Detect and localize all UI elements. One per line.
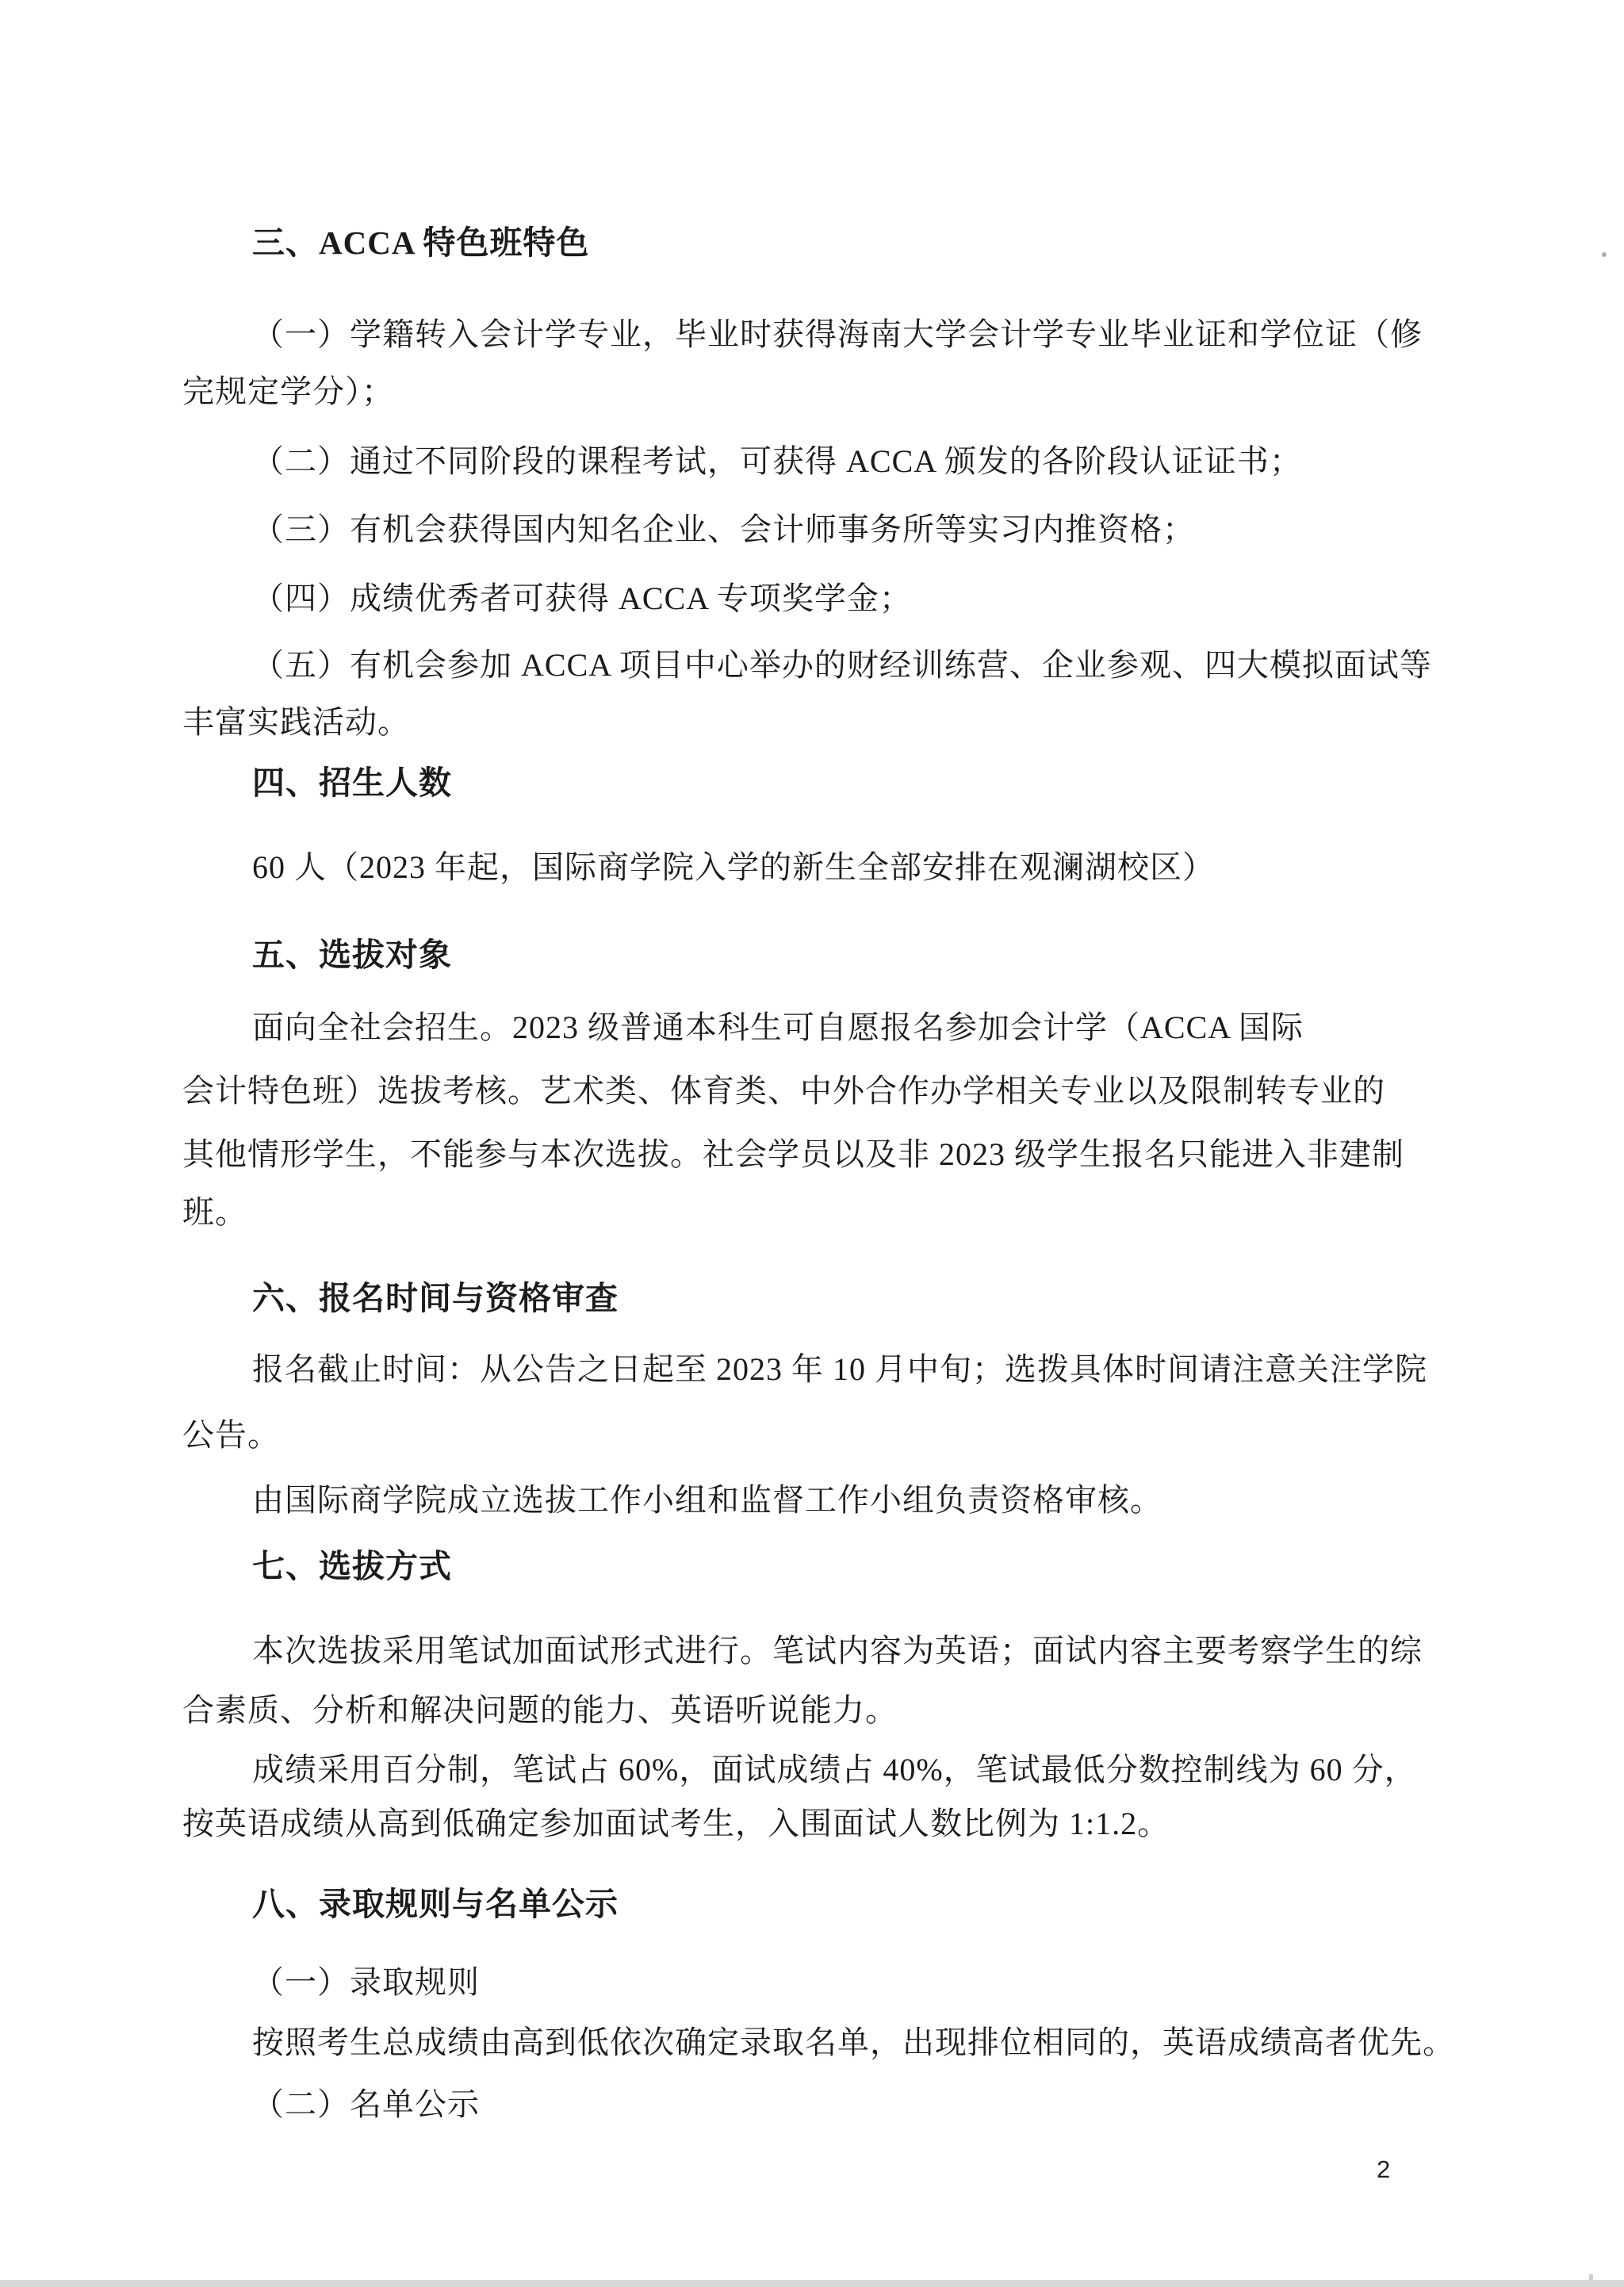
selection-targets-line-3: 其他情形学生，不能参与本次选拔。社会学员以及非 2023 级学生报名只能进入非建制 bbox=[182, 1136, 1404, 1172]
heading-admission-rules: 八、录取规则与名单公示 bbox=[252, 1886, 619, 1922]
feature-item-5-line-1: （五）有机会参加 ACCA 项目中心举办的财经训练营、企业参观、四大模拟面试等 bbox=[252, 647, 1432, 683]
heading-enrollment-number: 四、招生人数 bbox=[252, 764, 452, 801]
heading-selection-targets: 五、选拔对象 bbox=[252, 937, 452, 973]
admission-rule-text: 按照考生总成绩由高到低依次确定录取名单，出现排位相同的，英语成绩高者优先。 bbox=[252, 2025, 1455, 2060]
heading-selection-method: 七、选拔方式 bbox=[252, 1548, 452, 1584]
scan-bottom-edge bbox=[0, 2280, 1624, 2287]
heading-registration-time: 六、报名时间与资格审查 bbox=[252, 1280, 619, 1316]
selection-method-line-1: 本次选拔采用笔试加面试形式进行。笔试内容为英语；面试内容主要考察学生的综 bbox=[252, 1633, 1423, 1668]
feature-item-4: （四）成绩优秀者可获得 ACCA 专项奖学金； bbox=[252, 580, 912, 616]
feature-item-5-line-2: 丰富实践活动。 bbox=[182, 704, 410, 740]
qualification-review-text: 由国际商学院成立选拔工作小组和监督工作小组负责资格审核。 bbox=[252, 1482, 1162, 1518]
scoring-rule-line-1: 成绩采用百分制，笔试占 60%，面试成绩占 40%，笔试最低分数控制线为 60 分， bbox=[252, 1752, 1417, 1787]
scoring-rule-line-2: 按英语成绩从高到低确定参加面试考生，入围面试人数比例为 1:1.2。 bbox=[182, 1806, 1170, 1841]
feature-item-3: （三）有机会获得国内知名企业、会计师事务所等实习内推资格； bbox=[252, 511, 1195, 547]
feature-item-1-line-2: 完规定学分）； bbox=[182, 374, 394, 409]
feature-item-1-line-1: （一）学籍转入会计学专业，毕业时获得海南大学会计学专业毕业证和学位证（修 bbox=[252, 316, 1423, 352]
scan-artifact-dot bbox=[1602, 252, 1607, 257]
registration-deadline-line-2: 公告。 bbox=[182, 1417, 280, 1453]
selection-method-line-2: 合素质、分析和解决问题的能力、英语听说能力。 bbox=[182, 1692, 898, 1728]
admission-rule-subheading: （一）录取规则 bbox=[252, 1964, 480, 2000]
feature-item-2: （二）通过不同阶段的课程考试，可获得 ACCA 颁发的各阶段认证证书； bbox=[252, 443, 1302, 479]
name-list-subheading: （二）名单公示 bbox=[252, 2086, 480, 2122]
registration-deadline-line-1: 报名截止时间：从公告之日起至 2023 年 10 月中旬；选拨具体时间请注意关注学院 bbox=[252, 1351, 1427, 1387]
selection-targets-line-2: 会计特色班）选拔考核。艺术类、体育类、中外合作办学相关专业以及限制转专业的 bbox=[182, 1073, 1385, 1109]
selection-targets-line-4: 班。 bbox=[182, 1194, 247, 1230]
page-number: 2 bbox=[1377, 2155, 1391, 2183]
heading-acca-class-features: 三、ACCA 特色班特色 bbox=[252, 224, 590, 261]
selection-targets-line-1: 面向全社会招生。2023 级普通本科生可自愿报名参加会计学（ACCA 国际 bbox=[252, 1009, 1304, 1045]
enrollment-number-text: 60 人（2023 年起，国际商学院入学的新生全部安排在观澜湖校区） bbox=[252, 849, 1215, 885]
